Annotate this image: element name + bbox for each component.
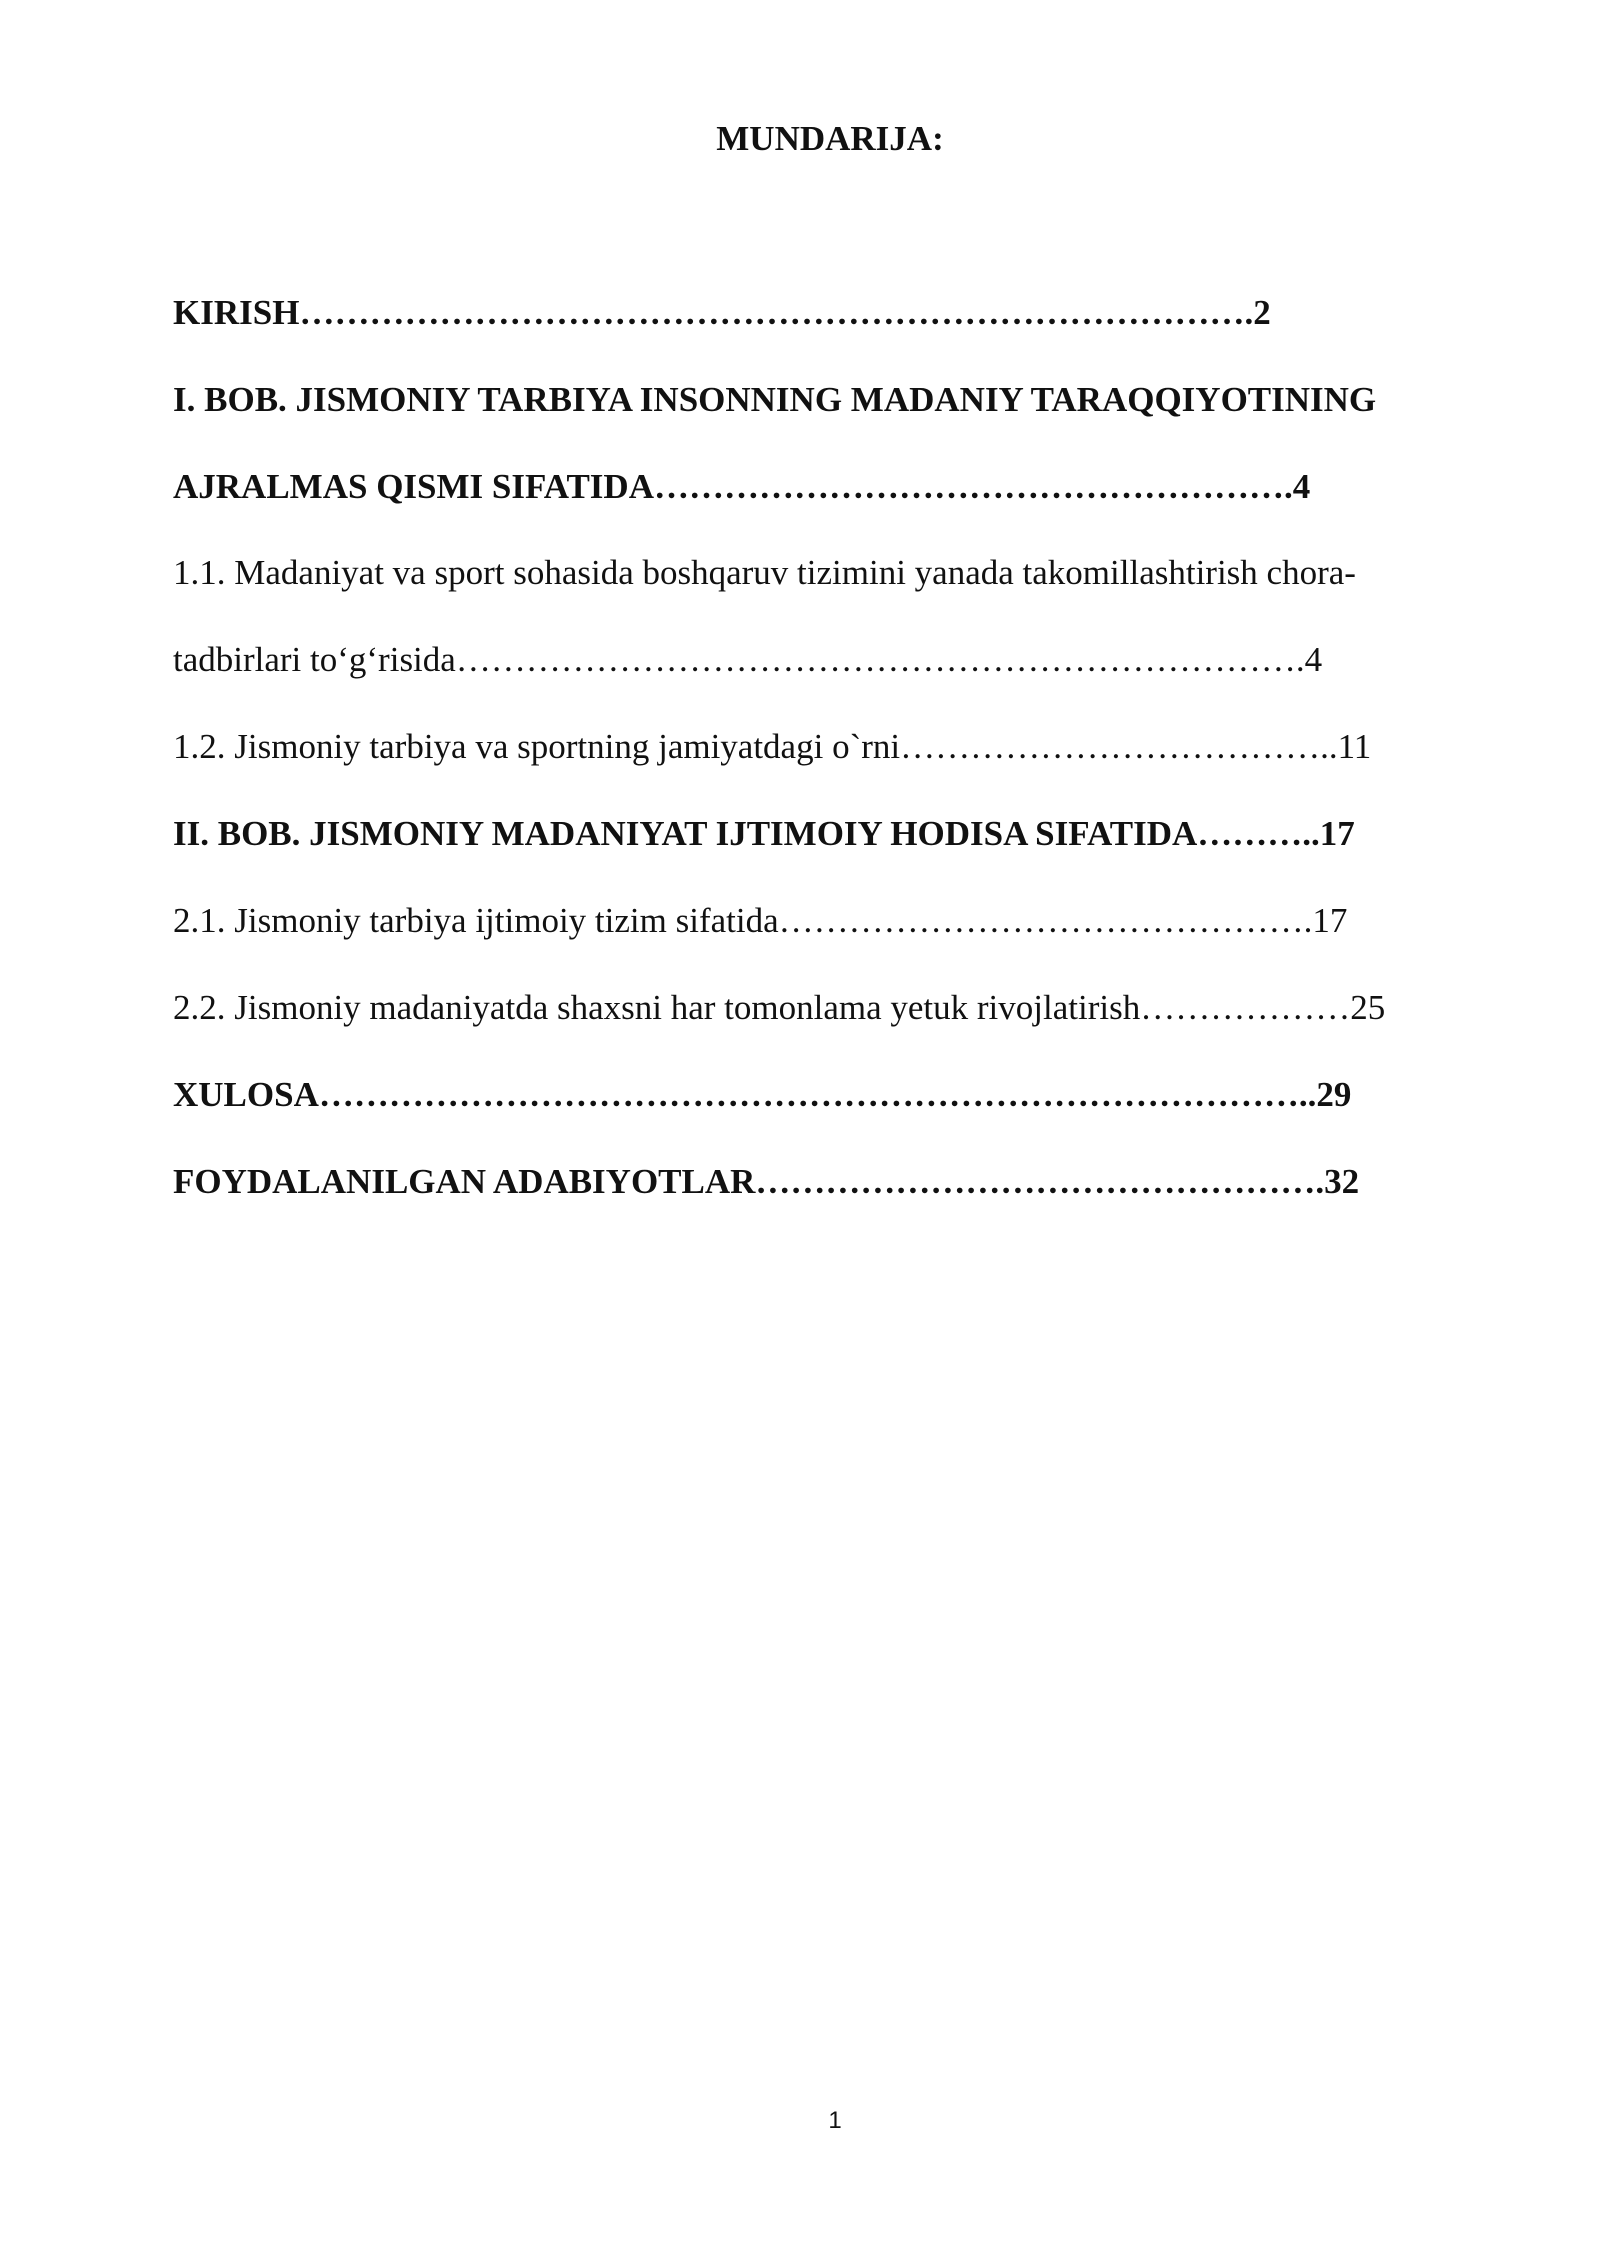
toc-entry-text: 2.1. Jismoniy tarbiya ijtimoiy tizim sifatida [173,901,779,940]
toc-entry-1-1-line-2 [173,635,1322,685]
toc-page-number: 2 [1253,293,1271,332]
toc-page-number: 17 [1319,814,1355,853]
toc-entry-foydalanilgan-adabiyotlar [173,1157,1359,1207]
toc-entry-1-2 [173,722,1371,772]
toc-entry-kirish [173,288,1271,338]
toc-entry-text: 1.1. Madaniyat va sport sohasida boshqaruv tizimini yanada takomillashtirish chora- [173,553,1356,592]
toc-entry-text: I. BOB. JISMONIY TARBIYA INSONNING MADANIY TARAQQIYOTINING [173,380,1377,419]
toc-leader-dots: …………………………………………. [755,1162,1325,1201]
toc-leader-dots: ……………… [1140,988,1351,1027]
toc-entry-2-1 [173,896,1347,946]
toc-entry-text: XULOSA [173,1075,319,1114]
toc-leader-dots: ………………………………………………. [653,467,1293,506]
toc-entry-text: AJRALMAS QISMI SIFATIDA [173,467,654,506]
toc-leader-dots: ……….. [1197,814,1320,853]
toc-entry-text: FOYDALANILGAN ADABIYOTLAR [173,1162,756,1201]
toc-entry-text: tadbirlari to‘g‘risida [173,640,456,679]
toc-entry-text: 1.2. Jismoniy tarbiya va sportning jamiyatdagi o`rni [173,727,901,766]
toc-leader-dots: ………………………………………. [778,901,1313,940]
toc-page-number: 4 [1304,640,1323,679]
toc-entry-xulosa [173,1070,1351,1120]
page-number: 1 [828,2107,842,2134]
toc-entry-1-1-line-1 [173,548,1356,598]
toc-entry-chapter-1-line-1 [173,375,1376,425]
toc-leader-dots: ………………………………………………………………………….. [318,1075,1317,1114]
toc-leader-dots: ……………………………….. [900,727,1338,766]
toc-page-number: 4 [1292,467,1311,506]
toc-leader-dots: ………………………………………………………………………. [299,293,1254,332]
toc-page-number: 32 [1324,1162,1360,1201]
toc-entry-text: 2.2. Jismoniy madaniyatda shaxsni har tomonlama yetuk rivojlatirish [173,988,1141,1027]
toc-entry-chapter-2 [173,809,1355,859]
toc-page-number: 29 [1316,1075,1352,1114]
toc-entry-2-2 [173,983,1385,1033]
toc-leader-dots: ………………………………………………………………. [455,640,1305,679]
toc-entry-text: KIRISH [173,293,300,332]
toc-entry-text: II. BOB. JISMONIY MADANIYAT IJTIMOIY HODISA SIFATIDA [173,814,1198,853]
toc-entry-chapter-1-line-2 [173,462,1310,512]
toc-page-number: 17 [1312,901,1348,940]
toc-page-number: 11 [1337,727,1372,766]
toc-page-number: 25 [1350,988,1386,1027]
page-title: MUNDARIJA: [716,119,944,158]
